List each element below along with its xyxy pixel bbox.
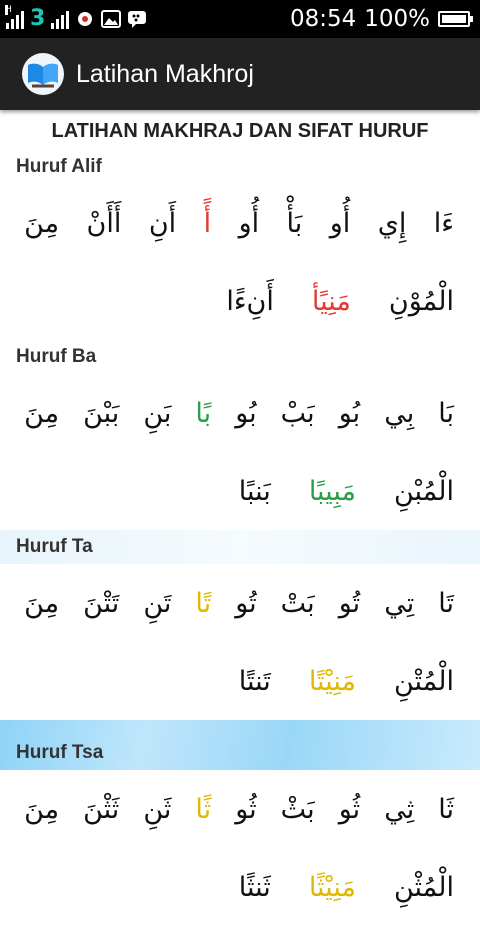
syllable[interactable]: ثَنِ — [143, 793, 172, 825]
syllable-highlight[interactable]: مَنِيْثًا — [308, 871, 356, 903]
bbm-chat-icon — [127, 10, 147, 28]
syllable[interactable]: مِنَ — [24, 207, 60, 239]
clock: 08:54 — [289, 6, 357, 32]
section-huruf-ta — [0, 530, 480, 720]
syllable[interactable]: تَا — [438, 587, 454, 619]
section-title: Huruf Alif — [16, 156, 102, 177]
status-bar — [0, 0, 480, 38]
syllable[interactable]: الْمُوْنِ — [388, 285, 454, 317]
syllable[interactable]: ثَنثًا — [238, 871, 271, 903]
syllable-highlight[interactable]: مَنِيًأ — [311, 285, 351, 317]
battery-icon — [438, 11, 470, 27]
syllable[interactable]: أَأَنْ — [86, 207, 122, 239]
network-indicator: 3 — [30, 6, 46, 31]
syllable-highlight[interactable]: بًا — [195, 397, 212, 429]
syllable-row — [0, 564, 480, 642]
syllable-row — [0, 452, 480, 530]
syllable[interactable]: بَتْ — [280, 587, 315, 619]
syllable[interactable]: أَنِءًا — [226, 285, 274, 317]
syllable[interactable]: بَا — [438, 397, 454, 429]
syllable[interactable]: تُو — [338, 587, 361, 619]
syllable[interactable]: بَثْ — [280, 793, 315, 825]
syllable[interactable]: ثُو — [235, 793, 257, 825]
syllable-row — [0, 374, 480, 452]
page-title: LATIHAN MAKHRAJ DAN SIFAT HURUF — [51, 120, 429, 142]
syllable-row — [0, 184, 480, 262]
syllable-highlight[interactable]: أً — [203, 207, 212, 239]
syllable[interactable]: تَتْنَ — [83, 587, 120, 619]
syllable[interactable]: تَنِ — [143, 587, 172, 619]
syllable[interactable]: الْمُثْنِ — [393, 871, 454, 903]
syllable[interactable]: بِي — [384, 397, 415, 429]
syllable[interactable]: أُو — [329, 207, 351, 239]
notification-app-icon — [75, 10, 95, 28]
syllable[interactable]: بَبْ — [280, 397, 315, 429]
syllable[interactable]: تِي — [384, 587, 415, 619]
syllable-row — [0, 642, 480, 720]
section-huruf-ba — [0, 340, 480, 530]
action-bar — [0, 38, 480, 110]
main-content — [0, 110, 480, 903]
syllable[interactable]: الْمُتْنِ — [393, 665, 454, 697]
section-title: Huruf Tsa — [0, 720, 480, 770]
syllable[interactable]: تَنتًا — [238, 665, 271, 697]
syllable[interactable]: بَأْ — [286, 207, 303, 239]
app-title: Latihan Makhroj — [76, 59, 254, 88]
syllable[interactable]: الْمُبْنِ — [393, 475, 454, 507]
syllable[interactable]: ثِي — [384, 793, 415, 825]
quran-book-icon[interactable] — [22, 53, 64, 95]
section-huruf-tsa — [0, 720, 480, 926]
signal-strength-icon-2 — [51, 9, 69, 29]
section-title: Huruf Ta — [0, 530, 480, 564]
syllable[interactable]: ءَا — [433, 207, 454, 239]
syllable-row — [0, 848, 480, 926]
syllable[interactable]: ثَا — [438, 793, 454, 825]
syllable-highlight[interactable]: مَنِيْتًا — [308, 665, 356, 697]
syllable[interactable]: مِنَ — [24, 793, 60, 825]
syllable[interactable]: أُو — [238, 207, 260, 239]
signal-strength-icon: H — [6, 9, 24, 29]
syllable[interactable]: بَنبًا — [238, 475, 271, 507]
syllable[interactable]: مِنَ — [24, 587, 60, 619]
syllable[interactable]: ثَثْنَ — [83, 793, 120, 825]
syllable-highlight[interactable]: مَبِيبًا — [308, 475, 356, 507]
syllable[interactable]: ثُو — [338, 793, 361, 825]
section-huruf-alif — [0, 150, 480, 340]
syllable[interactable]: مِنَ — [24, 397, 60, 429]
syllable[interactable]: إِي — [377, 207, 407, 239]
syllable[interactable]: أَنِ — [148, 207, 177, 239]
syllable[interactable]: بَنِ — [143, 397, 172, 429]
syllable[interactable]: بُو — [338, 397, 361, 429]
image-notification-icon — [101, 10, 121, 28]
syllable-highlight[interactable]: ثًا — [195, 793, 212, 825]
battery-percent: 100% — [364, 6, 430, 32]
syllable[interactable]: بَبْنَ — [83, 397, 120, 429]
syllable[interactable]: تُو — [235, 587, 257, 619]
syllable-row — [0, 770, 480, 848]
syllable[interactable]: بُو — [235, 397, 257, 429]
syllable-highlight[interactable]: تًا — [195, 587, 212, 619]
section-title: Huruf Ba — [16, 346, 97, 367]
syllable-row — [0, 262, 480, 340]
